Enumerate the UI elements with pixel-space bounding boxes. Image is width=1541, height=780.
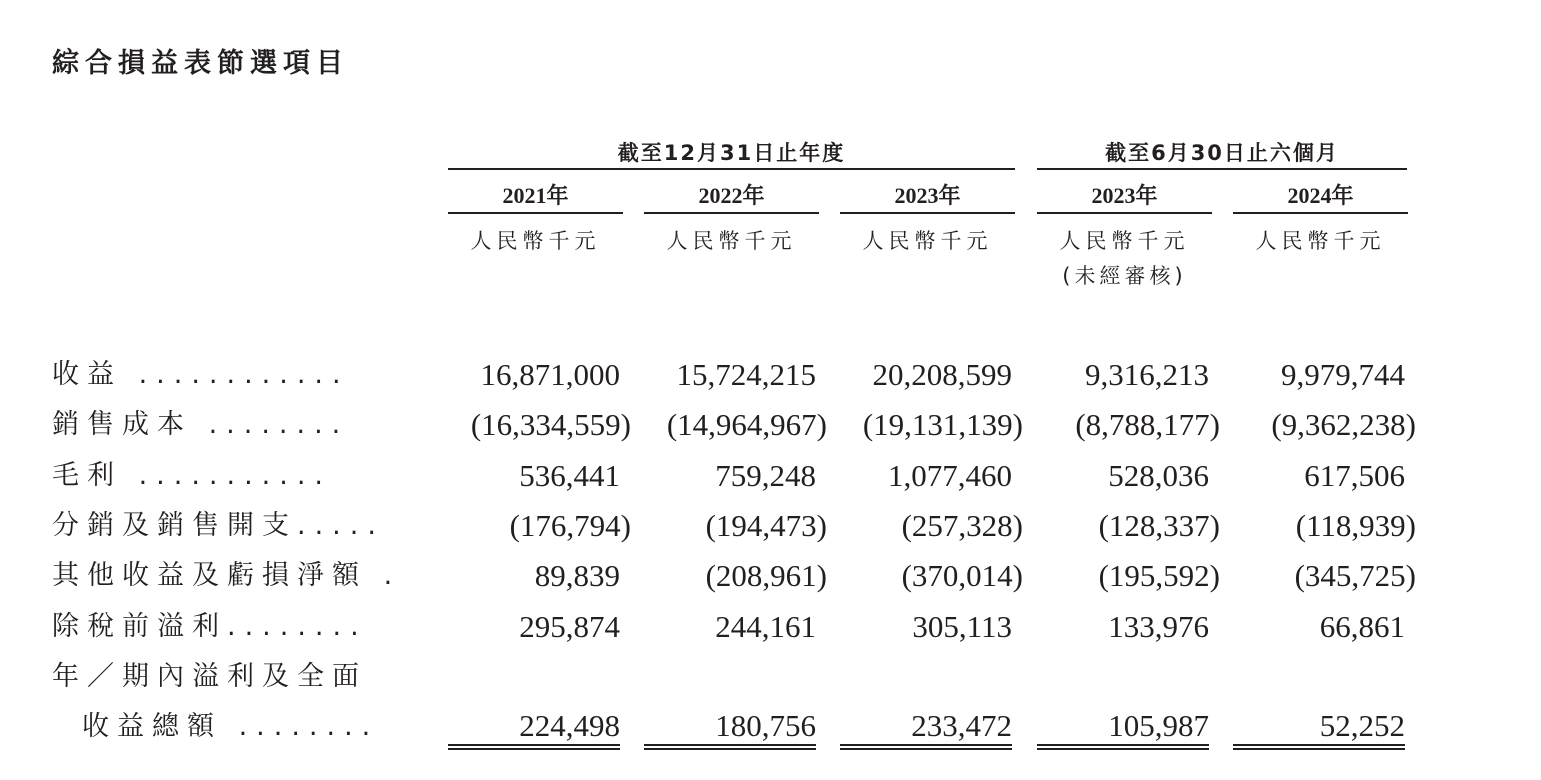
column-unit: 人民幣千元 — [470, 229, 601, 253]
table-cell: (128,337) — [1098, 508, 1220, 543]
row-label-distribution-selling-expenses — [52, 507, 385, 545]
table-cell: (14,964,967) — [666, 407, 827, 442]
row-label-text: 分銷及銷售開支 — [52, 510, 297, 541]
table-cell: 16,871,000 — [480, 357, 620, 392]
column-year: 2022年 — [644, 180, 819, 214]
row-label-text: 其他收益及虧損淨額 — [52, 560, 367, 591]
group-header-year-end: 截至12月31日止年度 — [448, 138, 1015, 170]
table-cell-total: 224,498 — [448, 708, 620, 750]
row-label-text: 毛利 — [52, 460, 122, 491]
table-cell: 89,839 — [534, 558, 620, 593]
leader-dots: ........ — [238, 711, 380, 742]
row-label-text: 收益 — [52, 359, 122, 390]
row-label-gross-profit — [52, 457, 332, 495]
page-title: 綜合損益表節選項目 — [52, 48, 349, 79]
column-header-2023-h1 — [1037, 180, 1212, 292]
column-unit: 人民幣千元 — [1059, 229, 1190, 253]
table-cell: 20,208,599 — [872, 357, 1012, 392]
column-year: 2021年 — [448, 180, 623, 214]
table-cell: (345,725) — [1294, 558, 1416, 593]
table-cell: 9,979,744 — [1281, 357, 1405, 392]
column-header-2023 — [840, 180, 1015, 257]
table-cell-total: 52,252 — [1233, 708, 1405, 750]
table-cell: (195,592) — [1098, 558, 1220, 593]
table-cell: 536,441 — [519, 458, 620, 493]
table-cell: 295,874 — [519, 609, 620, 644]
leader-dots: . — [383, 560, 402, 591]
table-cell: 9,316,213 — [1085, 357, 1209, 392]
table-cell: (257,328) — [901, 508, 1023, 543]
table-cell: (118,939) — [1295, 508, 1416, 543]
column-header-2024-h1 — [1233, 180, 1408, 257]
table-cell: (19,131,139) — [862, 407, 1023, 442]
row-label-text: 銷售成本 — [52, 409, 192, 440]
table-cell: (9,362,238) — [1271, 407, 1416, 442]
table-cell: 305,113 — [912, 609, 1012, 644]
column-year: 2023年 — [840, 180, 1015, 214]
table-cell: 15,724,215 — [676, 357, 816, 392]
row-label-cost-of-sales — [52, 406, 349, 444]
row-label-text: 收益總額 — [82, 711, 222, 742]
row-label-text: 除稅前溢利 — [52, 611, 227, 642]
group-header-six-months: 截至6月30日止六個月 — [1037, 138, 1407, 170]
column-unit: 人民幣千元 — [666, 229, 797, 253]
column-unit: 人民幣千元 — [1255, 229, 1386, 253]
row-label-total-comprehensive-income-line2 — [82, 708, 379, 746]
table-cell: 66,861 — [1319, 609, 1405, 644]
column-header-2022 — [644, 180, 819, 257]
row-label-revenue — [52, 356, 350, 394]
table-cell: 528,036 — [1108, 458, 1209, 493]
row-label-profit-before-tax — [52, 608, 368, 646]
column-unit: 人民幣千元 — [862, 229, 993, 253]
leader-dots: ........ — [227, 611, 368, 642]
table-cell: 1,077,460 — [888, 458, 1012, 493]
column-year: 2024年 — [1233, 180, 1408, 214]
table-cell: (194,473) — [705, 508, 827, 543]
row-label-total-comprehensive-income-line1 — [52, 658, 367, 696]
leader-dots: ........... — [138, 460, 333, 491]
table-cell: (16,334,559) — [470, 407, 631, 442]
leader-dots: ........ — [208, 409, 350, 440]
table-cell-total: 105,987 — [1037, 708, 1209, 750]
table-cell-total: 233,472 — [840, 708, 1012, 750]
column-year: 2023年 — [1037, 180, 1212, 214]
table-cell: 759,248 — [715, 458, 816, 493]
row-label-other-gains-losses — [52, 557, 401, 595]
column-header-2021 — [448, 180, 623, 257]
table-cell: (370,014) — [901, 558, 1023, 593]
table-cell: (8,788,177) — [1075, 407, 1220, 442]
table-cell: 244,161 — [715, 609, 816, 644]
leader-dots: ..... — [297, 510, 385, 541]
row-label-text: 年／期內溢利及全面 — [52, 661, 367, 692]
table-cell: (208,961) — [705, 558, 827, 593]
table-cell-total: 180,756 — [644, 708, 816, 750]
table-cell: 133,976 — [1108, 609, 1209, 644]
leader-dots: ............ — [138, 359, 350, 390]
table-cell: 617,506 — [1304, 458, 1405, 493]
table-cell: (176,794) — [509, 508, 631, 543]
unaudited-note: (未經審核) — [1062, 264, 1187, 288]
